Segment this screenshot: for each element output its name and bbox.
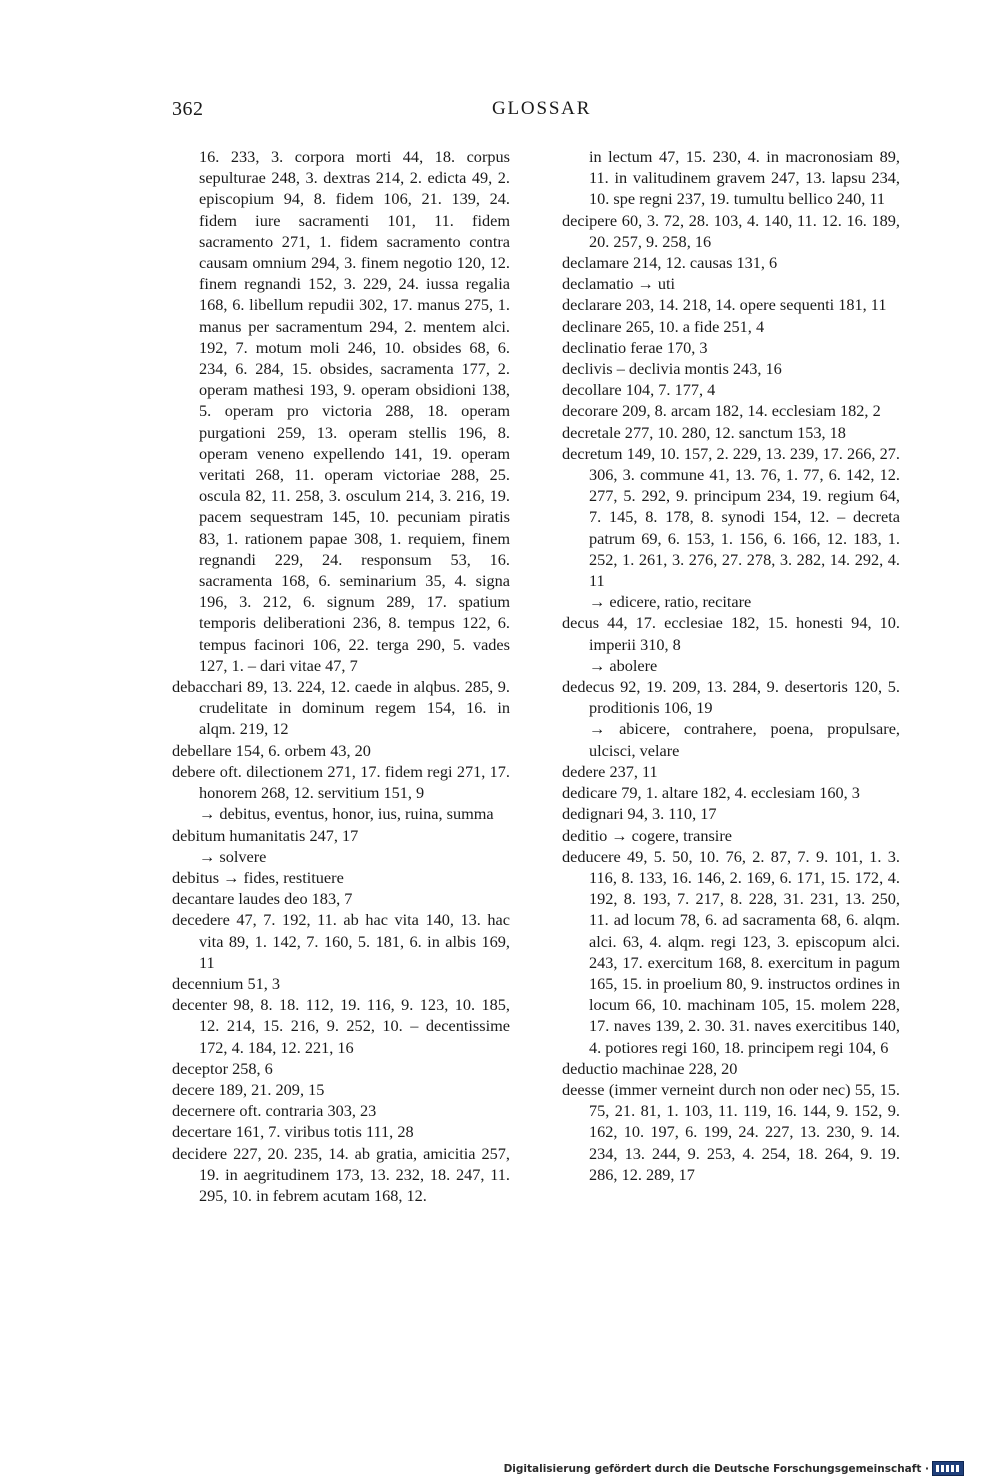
glossary-entry <box>172 888 510 909</box>
entry-text: decere 189, 21. 209, 15 <box>172 1079 325 1099</box>
entry-text: declamatio → uti <box>562 274 676 294</box>
glossary-entry <box>562 210 900 252</box>
entry-text: decantare laudes deo 183, 7 <box>172 889 353 909</box>
glossary-entry <box>562 1079 900 1185</box>
entry-text: debellare 154, 6. orbem 43, 20 <box>172 740 371 760</box>
glossary-entry <box>562 273 900 294</box>
glossary-entry <box>562 612 900 676</box>
entry-cross-reference: → debitus, eventus, honor, ius, ruina, summa <box>199 804 494 824</box>
glossary-entry <box>562 294 900 315</box>
glossary-entry <box>562 846 900 1058</box>
glossary-entry <box>172 1121 510 1142</box>
glossary-column-left <box>172 146 510 1206</box>
glossary-entry <box>172 1058 510 1079</box>
entry-text: debacchari 89, 13. 224, 12. caede in alqbus. 285, 9. crudelitate in dominum regem 154, 16. in alqm. 219, 12 <box>172 677 510 739</box>
entry-text: dedicare 79, 1. altare 182, 4. ecclesiam 160, 3 <box>562 783 860 803</box>
glossary-entry <box>172 1100 510 1121</box>
entry-text: decedere 47, 7. 192, 11. ab hac vita 140, 13. hac vita 89, 1. 142, 7. 160, 5. 181, 6. in albis 169, 11 <box>172 910 510 972</box>
dfg-logo-icon <box>932 1461 964 1476</box>
entry-text: declarare 203, 14. 218, 14. opere sequenti 181, 11 <box>562 295 887 315</box>
entry-text: decorare 209, 8. arcam 182, 14. ecclesiam 182, 2 <box>562 401 881 421</box>
glossary-entry <box>562 761 900 782</box>
funding-footer <box>504 1461 964 1476</box>
glossary-entry <box>172 761 510 825</box>
entry-text: declamare 214, 12. causas 131, 6 <box>562 253 778 273</box>
footer-text: Digitalisierung gefördert durch die Deutsche Forschungsgemeinschaft · <box>503 1462 929 1475</box>
glossary-entry <box>562 422 900 443</box>
glossary-entry <box>172 146 510 676</box>
glossary-entry <box>172 973 510 994</box>
glossary-entry <box>562 825 900 846</box>
glossary-column-right <box>562 146 900 1185</box>
glossary-entry <box>562 358 900 379</box>
entry-text: decernere oft. contraria 303, 23 <box>172 1101 377 1121</box>
glossary-entry <box>562 337 900 358</box>
entry-text: deductio machinae 228, 20 <box>562 1058 738 1078</box>
entry-text: decus 44, 17. ecclesiae 182, 15. honesti 94, 10. imperii 310, 8 <box>562 613 900 654</box>
glossary-entry <box>172 867 510 888</box>
entry-text: deceptor 258, 6 <box>172 1058 273 1078</box>
entry-text: decretale 277, 10. 280, 12. sanctum 153, 18 <box>562 422 846 442</box>
entry-text: decenter 98, 8. 18. 112, 19. 116, 9. 123, 10. 185, 12. 214, 15. 216, 9. 252, 10. – decentissime 172, 4. 184, 12. 221, 16 <box>172 995 510 1057</box>
entry-text: decertare 161, 7. viribus totis 111, 28 <box>172 1122 414 1142</box>
glossary-entry <box>562 676 900 761</box>
page-number: 362 <box>172 98 204 120</box>
entry-text: dedecus 92, 19. 209, 13. 284, 9. desertoris 120, 5. proditionis 106, 19 <box>562 677 900 718</box>
entry-cross-reference: → solvere <box>199 846 267 866</box>
entry-text: in lectum 47, 15. 230, 4. in macronosiam 89, 11. in valitudinem gravem 247, 13. lapsu 234, 10. spe regni 237, 19. tumultu bellico 240, 11 <box>589 147 900 209</box>
glossary-entry <box>562 782 900 803</box>
entry-cross-reference: → edicere, ratio, recitare <box>589 592 752 612</box>
glossary-entry <box>172 1079 510 1100</box>
glossary-entry <box>172 1143 510 1207</box>
entry-text: debitum humanitatis 247, 17 <box>172 825 359 845</box>
entry-text: decollare 104, 7. 177, 4 <box>562 380 716 400</box>
entry-text: 16. 233, 3. corpora morti 44, 18. corpus sepulturae 248, 3. dextras 214, 2. edicta 49, 2. episcopium 94, 8. fidem 106, 21. 139, 24. fidem iure sacramenti 101, 11. fidem sacramento 271, 1. fidem sacramento contra causam omnium 294, 3. finem negotio 120, 12. finem regnandi 152, 3. 229, 24. iussa regalia 168, 6. libellum repudii 302, 17. manus 275, 1. manus per sacramentum 294, 2. mentem alci. 192, 7. motum moli 246, 10. obsides 68, 6. 234, 6. 284, 15. obsides, sacramenta 177, 2. operam mathesi 193, 9. operam obsidioni 138, 5. operam pro victoria 288, 18. operam purgationi 259, 13. operam stellis 196, 8. operam veneno expellendo 141, 19. operam veritati 268, 11. operam victoriae 288, 25. oscula 82, 11. 258, 3. osculum 214, 3. 216, 19. pacem sequestram 145, 10. pecuniam piratis 83, 1. rationem papae 308, 1. requiem, finem regnandi 229, 24. responsum 53, 16. sacramenta 168, 6. seminarium 35, 4. signa 196, 3. 212, 6. signum 289, 17. spatium temporis deliberationi 236, 8. tempus 122, 6. tempus facinori 106, 22. terga 290, 5. vades 127, 1. – dari vitae 47, 7 <box>199 147 510 675</box>
entry-text: decennium 51, 3 <box>172 973 281 993</box>
entry-text: dedere 237, 11 <box>562 761 658 781</box>
glossary-entry <box>172 909 510 973</box>
entry-cross-reference: → abolere <box>589 655 658 675</box>
entry-text: deesse (immer verneint durch non oder nec) 55, 15. 75, 21. 81, 1. 103, 11. 119, 16. 144, 9. 152, 9. 162, 10. 197, 6. 199, 24. 227, 13. 230, 9. 14. 234, 13. 244, 9. 253, 4. 254, 18. 264, 9. 19. 286, 12. 289, 17 <box>562 1079 900 1184</box>
glossary-entry <box>172 825 510 867</box>
entry-text: decipere 60, 3. 72, 28. 103, 4. 140, 11. 12. 16. 189, 20. 257, 9. 258, 16 <box>562 210 900 251</box>
glossary-entry <box>562 379 900 400</box>
entry-text: deditio → cogere, transire <box>562 825 732 845</box>
glossary-entry <box>172 740 510 761</box>
entry-text: debere oft. dilectionem 271, 17. fidem regi 271, 17. honorem 268, 12. servitium 151, 9 <box>172 761 510 803</box>
entry-text: declinatio ferae 170, 3 <box>562 337 708 357</box>
entry-text: declivis – declivia montis 243, 16 <box>562 359 782 379</box>
glossary-entry <box>562 316 900 337</box>
glossary-entry <box>562 252 900 273</box>
glossary-entry <box>562 803 900 824</box>
entry-text: decretum 149, 10. 157, 2. 229, 13. 239, 17. 266, 27. 306, 3. commune 41, 13. 76, 1. 77, 6. 142, 12. 277, 5. 292, 9. principum 234, 19. regium 64, 7. 145, 8. 178, 8. synodi 154, 12. – decreta patrum 69, 6. 153, 1. 156, 6. 166, 12. 183, 1. 252, 1. 261, 3. 276, 27. 278, 3. 282, 14. 292, 4. 11 <box>562 443 900 591</box>
entry-text: decidere 227, 20. 235, 14. ab gratia, amicitia 257, 19. in aegritudinem 173, 13. 232, 18. 247, 11. 295, 10. in febrem acutam 168, 12. <box>172 1143 510 1205</box>
entry-text: declinare 265, 10. a fide 251, 4 <box>562 316 765 336</box>
glossary-entry <box>172 994 510 1058</box>
running-head: GLOSSAR <box>492 98 592 119</box>
glossary-entry <box>562 1058 900 1079</box>
entry-text: debitus → fides, restituere <box>172 867 344 887</box>
glossary-entry <box>562 146 900 210</box>
glossary-entry <box>172 676 510 740</box>
glossary-entry <box>562 400 900 421</box>
entry-text: dedignari 94, 3. 110, 17 <box>562 804 717 824</box>
entry-cross-reference: → abicere, contrahere, poena, propulsare, ulcisci, velare <box>589 719 900 760</box>
entry-text: deducere 49, 5. 50, 10. 76, 2. 87, 7. 9. 101, 1. 3. 116, 8. 133, 16. 146, 2. 169, 6. 171, 15. 172, 4. 192, 8. 193, 7. 217, 8. 228, 31. 231, 13. 250, 11. ad locum 78, 6. ad sacramenta 68, 6. alqm. alci. 63, 4. alqm. regi 123, 3. episcopum alci. 243, 17. exercitum 168, 8. exercitum in pagum 165, 15. in proelium 80, 9. instructos ordines in locum 66, 10. machinam 105, 15. molem 228, 17. naves 139, 2. 30. 31. naves exercitibus 140, 4. potiores regi 160, 18. principem regi 104, 6 <box>562 846 900 1057</box>
glossary-entry <box>562 443 900 613</box>
